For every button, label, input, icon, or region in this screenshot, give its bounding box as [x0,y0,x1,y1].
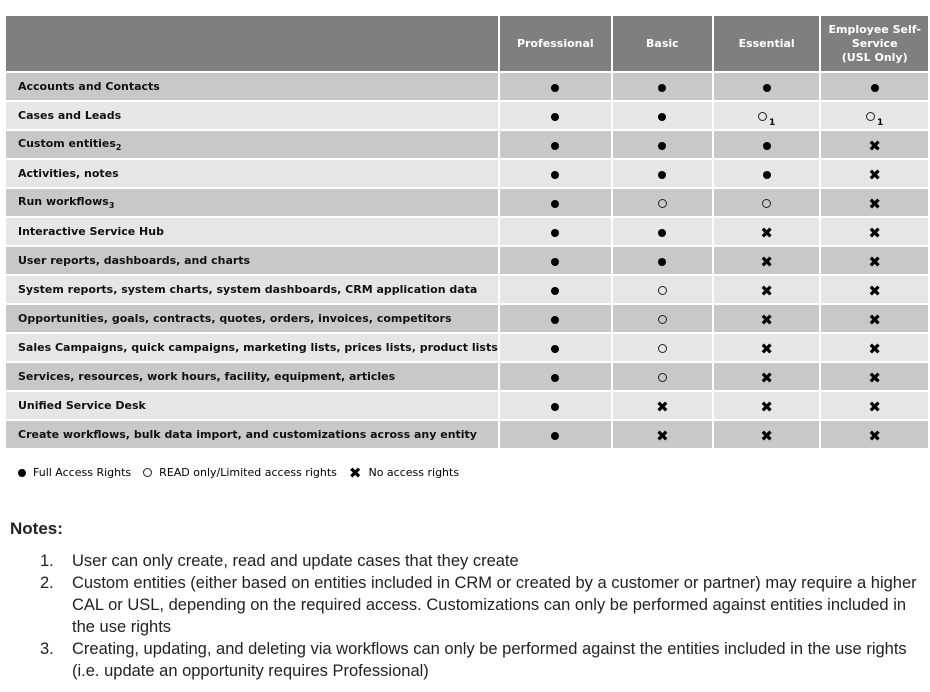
legend [18,463,471,482]
access-cell [500,102,611,129]
footnote-ref: 1 [769,118,776,128]
full-access-dot-icon [551,403,559,411]
note-number: 1. [40,552,54,570]
feature-label: Accounts and Contacts [18,80,160,93]
license-comparison-table [4,14,930,450]
access-cell [714,276,819,303]
access-cell [500,363,611,390]
table-row [6,334,928,361]
read-only-circle-icon [658,344,667,353]
access-cell [714,363,819,390]
no-access-x-icon: ✖ [760,310,773,329]
feature-cell [6,392,498,419]
access-cell [821,363,928,390]
access-cell [613,305,712,332]
feature-cell [6,334,498,361]
access-cell [613,102,712,129]
access-cell [821,73,928,100]
access-cell [714,334,819,361]
column-header-employee-self-service [821,16,928,71]
access-cell [613,247,712,274]
full-access-dot-icon [551,113,559,121]
full-access-dot-icon [551,287,559,295]
access-cell [714,247,819,274]
read-only-circle-icon [758,112,767,121]
full-access-dot-icon [658,229,666,237]
access-cell [613,276,712,303]
full-access-dot-icon [551,229,559,237]
full-access-dot-icon [658,113,666,121]
feature-cell [6,218,498,245]
access-cell [613,363,712,390]
access-cell [500,218,611,245]
note-item [40,572,920,638]
access-cell [613,131,712,158]
access-cell [613,189,712,216]
legend-none-label: No access rights [368,466,460,479]
access-cell [821,305,928,332]
full-access-dot-icon [551,374,559,382]
no-access-x-icon: ✖ [760,426,773,445]
column-header-professional [500,16,611,71]
table-body [6,73,928,448]
access-cell [613,218,712,245]
full-access-dot-icon [551,432,559,440]
feature-label: Run workflows [18,194,109,208]
access-cell [821,276,928,303]
no-access-x-icon: ✖ [868,165,881,184]
table-row [6,421,928,448]
note-text: User can only create, read and update cases that they create [72,552,519,570]
access-cell [714,189,819,216]
no-access-x-icon: ✖ [760,281,773,300]
full-access-dot-icon [551,142,559,150]
full-access-dot-icon [658,258,666,266]
no-access-x-icon: ✖ [868,310,881,329]
feature-cell [6,421,498,448]
access-cell [714,392,819,419]
access-cell [500,276,611,303]
table-row [6,131,928,158]
no-access-x-icon: ✖ [656,397,669,416]
full-access-dot-icon [551,258,559,266]
feature-cell [6,363,498,390]
feature-label: Cases and Leads [18,109,122,122]
read-only-circle-icon [143,468,152,477]
note-item [40,550,920,572]
column-header-line: Basic [646,36,679,50]
full-access-dot-icon [551,200,559,208]
feature-label: Opportunities, goals, contracts, quotes, orders, invoices, competitors [18,312,452,325]
note-text: Creating, updating, and deleting via workflows can only be performed against the entities included in the use rights (i.e. update an opportunity requires Professional) [72,640,907,680]
legend-full-label: Full Access Rights [33,466,132,479]
notes-list [40,550,920,682]
feature-label: Interactive Service Hub [18,225,164,238]
full-access-dot-icon [551,171,559,179]
no-access-x-icon: ✖ [868,252,881,271]
no-access-x-icon: ✖ [868,136,881,155]
full-access-dot-icon [763,84,771,92]
access-cell [714,131,819,158]
note-text: Custom entities (either based on entities included in CRM or created by a customer or partner) may require a higher CAL or USL, depending on the required access. Customizations can only be performed against entities included in the use rights [72,574,917,636]
table-row [6,160,928,187]
no-access-x-icon: ✖ [760,368,773,387]
full-access-dot-icon [18,469,26,477]
feature-cell [6,73,498,100]
footnote-ref: 2 [115,143,122,153]
no-access-x-icon: ✖ [760,252,773,271]
note-number: 2. [40,574,54,592]
table-row [6,247,928,274]
access-cell [714,305,819,332]
note-number: 3. [40,640,54,658]
table-header-row [6,16,928,71]
column-header-line: (USL Only) [841,50,908,64]
no-access-x-icon: ✖ [868,368,881,387]
access-cell [821,160,928,187]
no-access-x-icon: ✖ [868,397,881,416]
no-access-x-icon: ✖ [348,463,362,482]
no-access-x-icon: ✖ [760,223,773,242]
access-cell [500,247,611,274]
access-cell [821,131,928,158]
table-row [6,392,928,419]
legend-read [143,466,337,479]
table-row [6,189,928,216]
access-cell [821,102,928,129]
read-only-circle-icon [658,315,667,324]
no-access-x-icon: ✖ [868,426,881,445]
footnote-ref: 1 [877,118,884,128]
table-row [6,305,928,332]
feature-cell [6,276,498,303]
column-header-essential [714,16,819,71]
access-cell [714,421,819,448]
table-row [6,102,928,129]
access-cell [500,392,611,419]
feature-cell [6,305,498,332]
access-cell [613,392,712,419]
feature-label: Sales Campaigns, quick campaigns, marketing lists, prices lists, product lists [18,341,498,354]
access-cell [613,421,712,448]
feature-cell [6,131,498,158]
access-cell [613,334,712,361]
access-cell [613,160,712,187]
feature-label: Activities, notes [18,167,119,180]
note-item [40,638,920,682]
access-cell [500,160,611,187]
access-cell [821,421,928,448]
full-access-dot-icon [551,345,559,353]
legend-read-label: READ only/Limited access rights [159,466,337,479]
feature-label: Unified Service Desk [18,399,146,412]
access-cell [500,305,611,332]
feature-cell [6,247,498,274]
no-access-x-icon: ✖ [868,339,881,358]
feature-cell [6,189,498,216]
full-access-dot-icon [763,171,771,179]
access-cell [500,421,611,448]
full-access-dot-icon [871,84,879,92]
access-cell [714,102,819,129]
read-only-circle-icon [866,112,875,121]
read-only-circle-icon [762,199,771,208]
read-only-circle-icon [658,373,667,382]
full-access-dot-icon [551,316,559,324]
full-access-dot-icon [658,84,666,92]
full-access-dot-icon [658,142,666,150]
feature-label: System reports, system charts, system dashboards, CRM application data [18,283,478,296]
column-header-line: Employee Self- [828,22,921,36]
feature-cell [6,102,498,129]
legend-none [348,463,460,482]
access-cell [714,218,819,245]
full-access-dot-icon [551,84,559,92]
access-cell [821,247,928,274]
no-access-x-icon: ✖ [760,339,773,358]
access-cell [500,334,611,361]
access-cell [613,73,712,100]
access-cell [500,131,611,158]
feature-label: User reports, dashboards, and charts [18,254,251,267]
access-cell [500,73,611,100]
full-access-dot-icon [658,171,666,179]
access-cell [821,218,928,245]
column-header-line: Essential [738,36,795,50]
table-row [6,276,928,303]
access-cell [821,334,928,361]
access-cell [821,392,928,419]
no-access-x-icon: ✖ [656,426,669,445]
access-cell [821,189,928,216]
table-row [6,218,928,245]
no-access-x-icon: ✖ [868,194,881,213]
legend-full [18,466,131,479]
feature-label: Custom entities [18,136,116,150]
read-only-circle-icon [658,199,667,208]
no-access-x-icon: ✖ [868,223,881,242]
feature-label: Services, resources, work hours, facility, equipment, articles [18,370,396,383]
table-row [6,73,928,100]
access-cell [714,73,819,100]
feature-column-header [6,16,498,71]
feature-cell [6,160,498,187]
column-header-line: Service [851,36,898,50]
column-header-line: Professional [516,36,594,50]
access-cell [714,160,819,187]
access-cell [500,189,611,216]
table-row [6,363,928,390]
read-only-circle-icon [658,286,667,295]
no-access-x-icon: ✖ [868,281,881,300]
column-header-basic [613,16,712,71]
full-access-dot-icon [763,142,771,150]
feature-label: Create workflows, bulk data import, and customizations across any entity [18,428,477,441]
footnote-ref: 3 [108,201,115,211]
no-access-x-icon: ✖ [760,397,773,416]
notes-title: Notes: [10,519,63,538]
